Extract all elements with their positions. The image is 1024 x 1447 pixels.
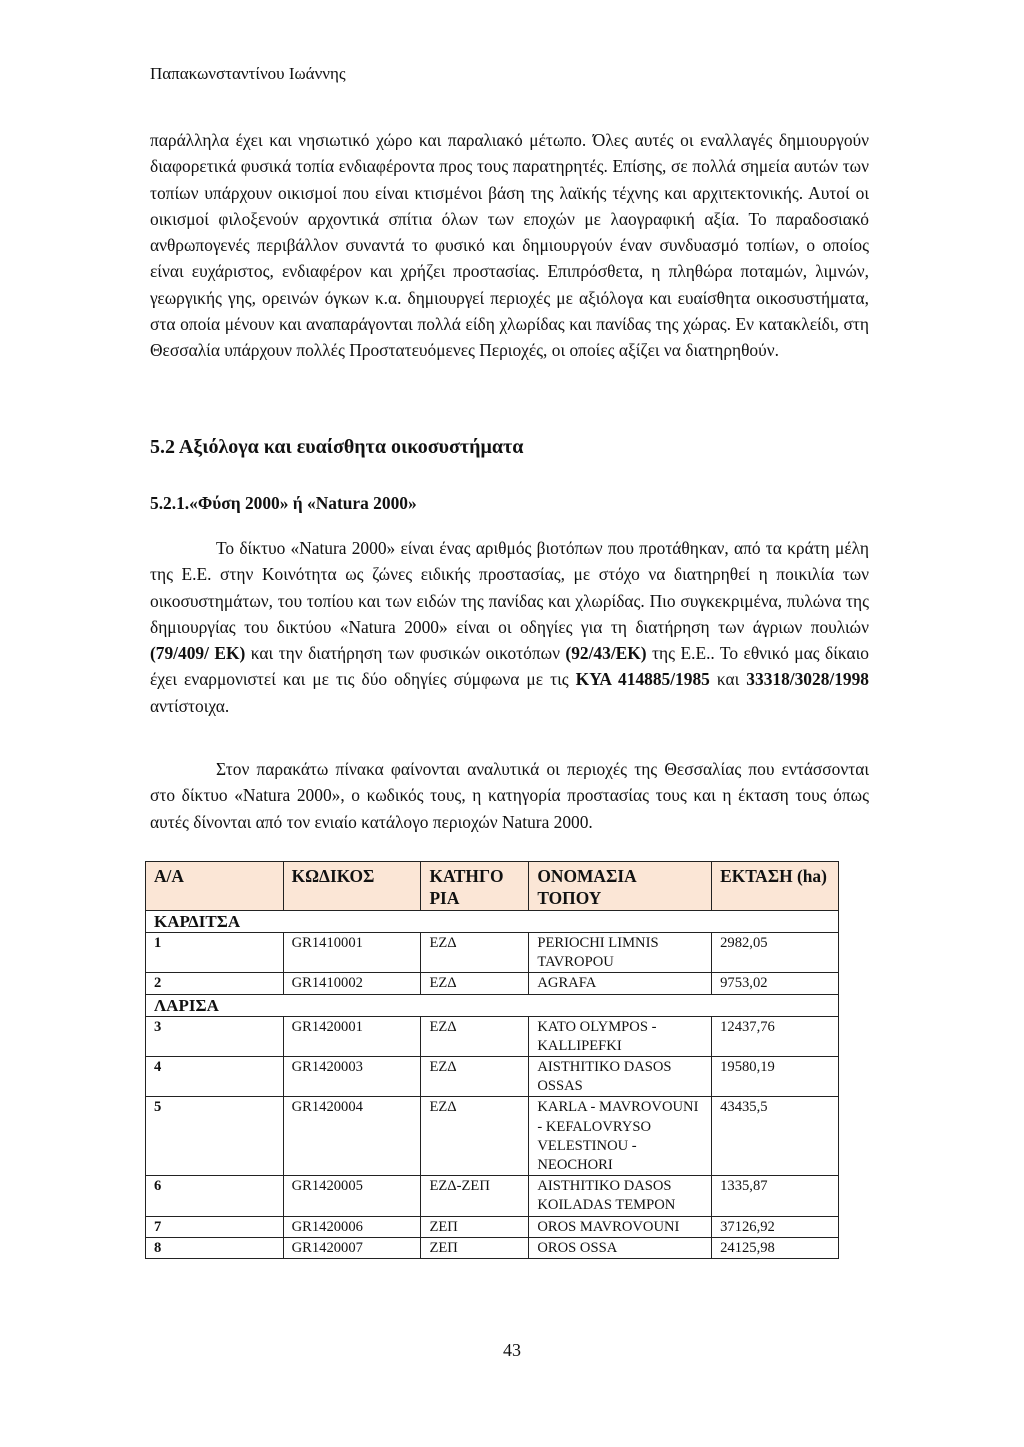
cell-area: 24125,98 [712,1237,839,1258]
law-number: 33318/3028/1998 [746,669,869,690]
col-header-area: ΕΚΤΑΣΗ (ha) [712,862,839,911]
table-row [146,1016,839,1056]
cell-area: 1335,87 [712,1176,839,1216]
table-row [146,1216,839,1237]
table-row [146,1057,839,1097]
cell-site-name: KATO OLYMPOS - KALLIPEFKI [529,1016,712,1056]
cell-aa: 7 [146,1216,284,1237]
cell-category: ΕΖΔ [421,933,529,973]
cell-category: ΕΖΔ [421,973,529,994]
section-heading: 5.2 Αξιόλογα και ευαίσθητα οικοσυστήματα [150,436,524,458]
cell-category: ΕΖΔ [421,1097,529,1176]
cell-category: ΖΕΠ [421,1216,529,1237]
region-larisa: ΛΑΡΙΣΑ [146,994,839,1016]
directive-habitats: (92/43/ΕΚ) [565,643,647,664]
col-header-site-name: ΟΝΟΜΑΣΙΑ ΤΟΠΟΥ [529,862,712,911]
col-header-aa: Α/Α [146,862,284,911]
table-row [146,933,839,973]
cell-code: GR1420005 [283,1176,421,1216]
cell-code: GR1420003 [283,1057,421,1097]
cell-category: ΕΖΔ [421,1016,529,1056]
col-header-category: ΚΑΤΗΓΟ ΡΙΑ [421,862,529,911]
cell-aa: 3 [146,1016,284,1056]
region-row [146,911,839,933]
cell-site-name: AGRAFA [529,973,712,994]
para-text: και την διατήρηση των φυσικών οικοτόπων [245,643,566,664]
cell-site-name: PERIOCHI LIMNIS TAVROPOU [529,933,712,973]
cell-category: ΖΕΠ [421,1237,529,1258]
directive-birds: (79/409/ ΕΚ) [150,643,246,664]
cell-site-name: KARLA - MAVROVOUNI - KEFALOVRYSO VELESTINOU - NEOCHORI [529,1097,712,1176]
subsection-heading: 5.2.1.«Φύση 2000» ή «Natura 2000» [150,493,417,513]
cell-site-name: AISTHITIKO DASOS OSSAS [529,1057,712,1097]
cell-area: 9753,02 [712,973,839,994]
paragraph-landscapes: παράλληλα έχει και νησιωτικό χώρο και παραλιακό μέτωπο. Όλες αυτές οι εναλλαγές δημιουργούν διαφορετικά φυσικά τοπία ενδιαφέροντα προς τους παρατηρητές. Επίσης, σε πολλά σημεία αυτών των τοπίων υπάρχουν οικισμοί που είναι κτισμένοι βάση της λαϊκής τέχνης και αρχιτεκτονικής. Αυτοί οι οικισμοί φιλοξενούν αρχοντικά σπίτια όλων των εποχών με λαογραφική αξία. Το παραδοσιακό ανθρωπογενές περιβάλλον συναντά το φυσικό και δημιουργούν έναν συνδυασμό τοπίων, ο οποίος είναι ευχάριστος, ενδιαφέρον και χρήζει προστασίας. Επιπρόσθετα, η πληθώρα ποταμών, λιμνών, γεωργικής γης, ορεινών όγκων κ.α. δημιουργεί περιοχές με αξιόλογα και ευαίσθητα οικοσυστήματα, στα οποία μένουν και αναπαράγονται πολλά είδη χλωρίδας και πανίδας της χώρας. Εν κατακλείδι, στη Θεσσαλία υπάρχουν πολλές Προστατευόμενες Περιοχές, οι οποίες αξίζει να διατηρηθούν. [150,130,869,361]
para-text: και [709,669,747,690]
cell-aa: 4 [146,1057,284,1097]
cell-site-name: OROS OSSA [529,1237,712,1258]
table-row [146,1097,839,1176]
para-text: αντίστοιχα. [150,695,230,716]
cell-code: GR1420006 [283,1216,421,1237]
cell-site-name: OROS MAVROVOUNI [529,1216,712,1237]
cell-aa: 2 [146,973,284,994]
region-row [146,994,839,1016]
cell-code: GR1420007 [283,1237,421,1258]
cell-code: GR1410002 [283,973,421,994]
paragraph-natura-network [150,535,869,719]
col-header-code: ΚΩΔΙΚΟΣ [283,862,421,911]
cell-area: 2982,05 [712,933,839,973]
page-number: 43 [503,1340,521,1360]
cell-aa: 6 [146,1176,284,1216]
cell-code: GR1420001 [283,1016,421,1056]
table-row [146,1237,839,1258]
cell-area: 19580,19 [712,1057,839,1097]
cell-site-name: AISTHITIKO DASOS KOILADAS TEMPON [529,1176,712,1216]
natura-sites-table [145,861,839,1259]
cell-aa: 8 [146,1237,284,1258]
table-header-row [146,862,839,911]
cell-aa: 5 [146,1097,284,1176]
cell-area: 43435,5 [712,1097,839,1176]
cell-area: 37126,92 [712,1216,839,1237]
table-row [146,973,839,994]
cell-code: GR1420004 [283,1097,421,1176]
paragraph-table-intro: Στον παρακάτω πίνακα φαίνονται αναλυτικά οι περιοχές της Θεσσαλίας που εντάσσονται στο δίκτυο «Natura 2000», ο κωδικός τους, η κατηγορία προστασίας τους και η έκταση τους όπως αυτές δίνονται από τον ενιαίο κατάλογο περιοχών Natura 2000. [150,759,869,832]
para-text: της Ε.Ε.. Το εθνικό μας δίκαιο έχει εναρμονιστεί και με τις δύο οδηγίες σύμφωνα με τις [150,643,870,690]
page-header-author: Παπακωνσταντίνου Ιωάννης [150,64,346,83]
cell-category: ΕΖΔ [421,1057,529,1097]
cell-code: GR1410001 [283,933,421,973]
region-karditsa: ΚΑΡΔΙΤΣΑ [146,911,839,933]
cell-aa: 1 [146,933,284,973]
cell-area: 12437,76 [712,1016,839,1056]
law-kya: ΚΥΑ 414885/1985 [575,669,710,690]
table-row [146,1176,839,1216]
cell-category: ΕΖΔ-ΖΕΠ [421,1176,529,1216]
para-text: Το δίκτυο «Natura 2000» είναι ένας αριθμός βιοτόπων που προτάθηκαν, από τα κράτη μέλη της Ε.Ε. στην Κοινότητα ως ζώνες ειδικής προστασίας, με στόχο να διατηρηθεί η ποικιλία των οικοσυστημάτων, του τοπίου και των ειδών της πανίδας και χλωρίδας. Πιο συγκεκριμένα, πυλώνα της δημιουργίας του δικτύου «Natura 2000» είναι οι οδηγίες για τη διατήρηση των άγριων πουλιών [150,538,869,637]
